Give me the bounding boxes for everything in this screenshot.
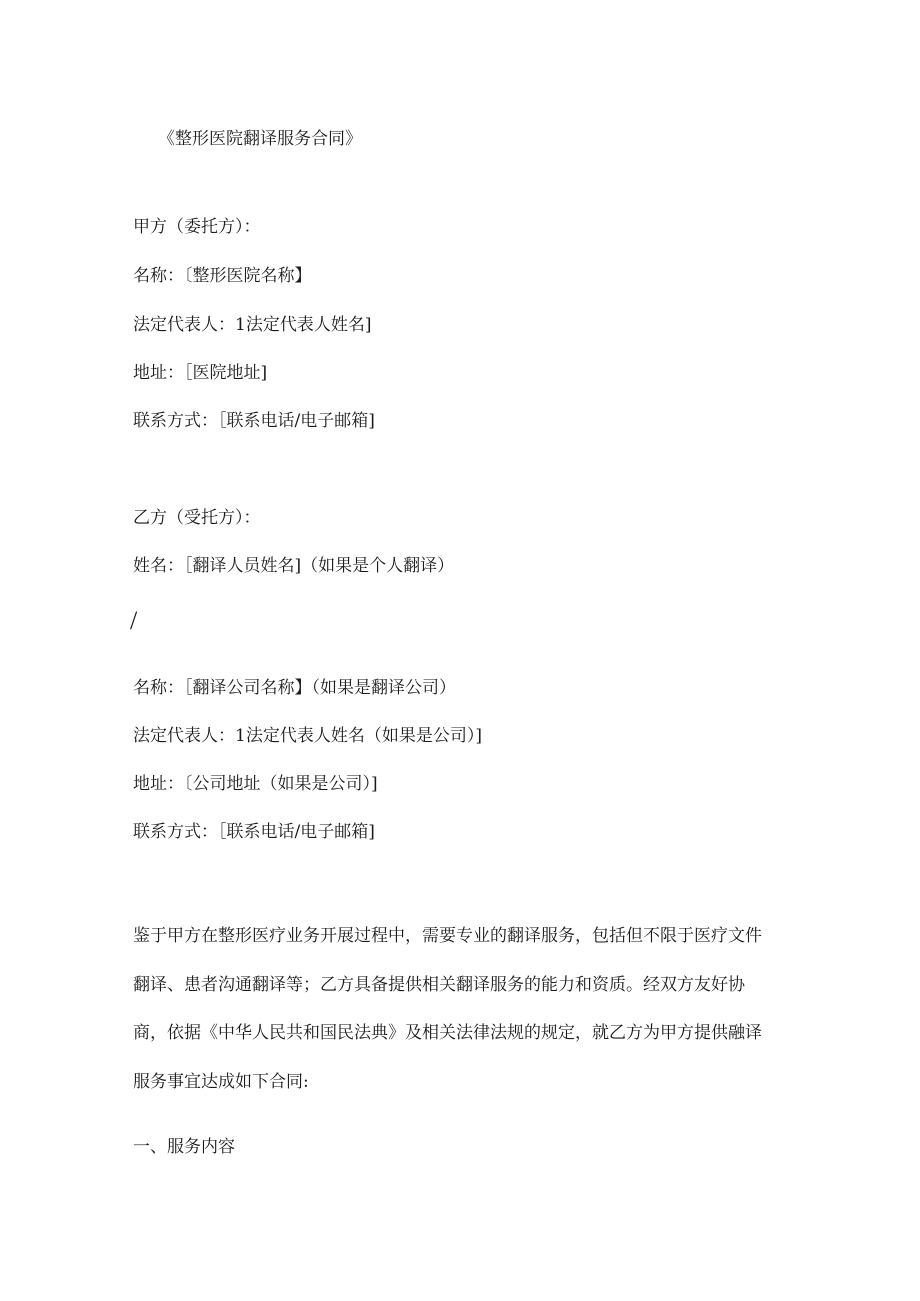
- document-title: 《整形医院翻译服务合同》: [158, 129, 362, 149]
- preamble-line: 鉴于甲方在整形医疗业务开展过程中，需要专业的翻译服务，包括但不限于医疗文件: [133, 926, 762, 946]
- party-b-company-name: 名称：［翻译公司名称】（如果是翻译公司）: [133, 678, 456, 698]
- preamble-paragraph: [133, 912, 773, 1106]
- party-b-contact: 联系方式：［联系电话/电子邮箱]: [133, 822, 375, 842]
- party-b-separator: /: [130, 606, 138, 635]
- party-a-address: 地址：［医院地址]: [133, 363, 268, 383]
- party-b-address: 地址：〔公司地址（如果是公司）]: [133, 774, 378, 794]
- party-a-legal-rep: 法定代表人：1法定代表人姓名]: [133, 315, 372, 335]
- party-a-heading: 甲方（委托方）：: [133, 217, 261, 237]
- preamble-line: 翻译、患者沟通翻译等；乙方具备提供相关翻译服务的能力和资质。经双方友好协: [133, 974, 745, 995]
- party-b-legal-rep: 法定代表人：1法定代表人姓名（如果是公司）]: [133, 726, 482, 746]
- party-b-person-name: 姓名：［翻译人员姓名]（如果是个人翻译）: [133, 556, 455, 576]
- party-a-name: 名称：〔整形医院名称】: [133, 266, 312, 286]
- preamble-line: 商，依据《中华人民共和国民法典》及相关法律法规的规定，就乙方为甲方提供融译: [133, 1023, 762, 1043]
- party-b-heading: 乙方（受托方）：: [133, 508, 261, 528]
- party-a-contact: 联系方式：［联系电话/电子邮箱]: [133, 411, 375, 431]
- preamble-line: 服务事宜达成如下合同:: [133, 1071, 309, 1092]
- section-1-heading: 一、服务内容: [133, 1137, 235, 1157]
